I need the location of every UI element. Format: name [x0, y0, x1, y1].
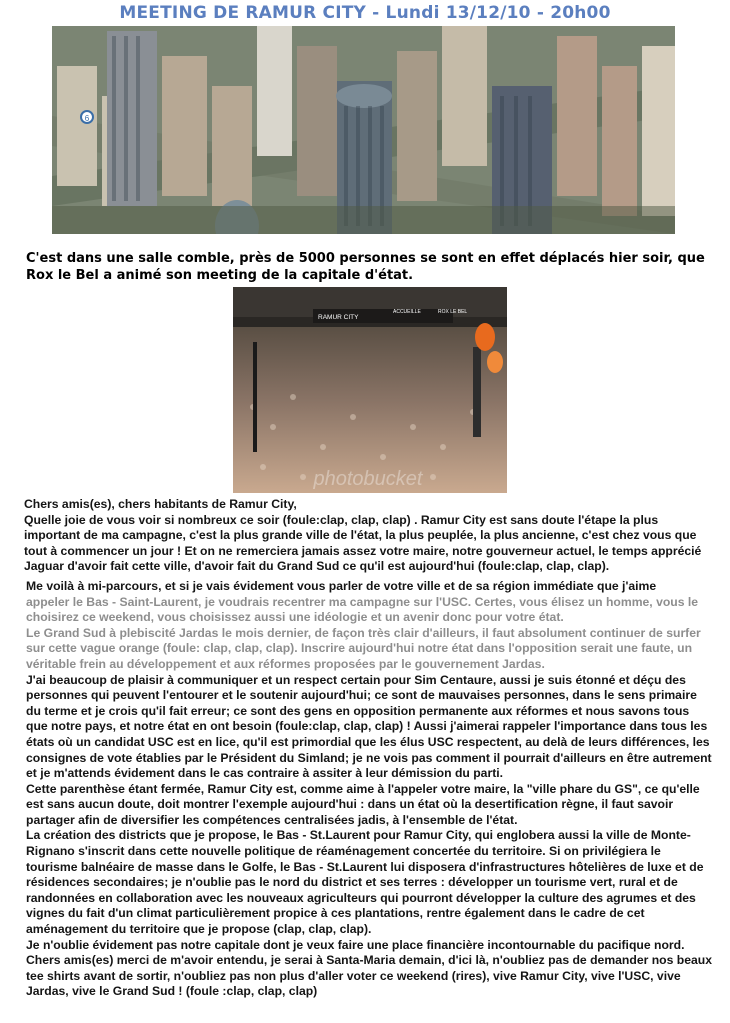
page-title: MEETING DE RAMUR CITY - Lundi 13/12/10 - 20h00 — [119, 3, 611, 23]
speech-paragraph: Quelle joie de vous voir si nombreux ce soir (foule:clap, clap, clap) . Ramur City est sans doute l'étape la plus important de ma campagne, c'est la plus grande ville de l'état, la plus peuplée, la plus ancienne, c'est chez vous que tout à commencer un jour ! Et on ne remerciera jamais assez votre maire, notre gouverneur actuel, le temps apprécié Jaguar d'avoir fait cette ville, d'avoir fait du Grand Sud ce qu'il est aujourd'hui (foule:clap, clap, clap). — [24, 512, 702, 574]
road-sign-number: 6 — [84, 114, 90, 123]
speech-paragraph: La création des districts que je propose, le Bas - St.Laurent pour Ramur City, qui englobera aussi la ville de Monte-Rignano s'inscrit dans cette nouvelle politique de réaménagement concertée du territoire. Si on privilégiera le tourisme balnéaire de masse dans le Golfe, le Bas - St.Laurent lui disposera d'infrastructures hôtelières de luxe et de résidences secondaires; je n'oublie pas le nord du district et ses terres : développer un tourisme vert, rural et de randonnées en collaboration avec les nouveaux agriculteurs qui pourront développer la culture des agrumes et des vignes du fait d'un climat particulièrement propice à ces plantations, rentre également dans le cadre de cet aménagement du territoire que je propose (clap, clap, clap). — [26, 828, 704, 937]
speech-paragraph: appeler le Bas - Saint-Laurent, je voudrais recentrer ma campagne sur l'USC. Certes, vous élisez un homme, vous le choisirez ce weekend, vous choisissez aussi une idéologie et un avenir donc pour votre état. — [26, 594, 699, 625]
speech-paragraph: Me voilà à mi-parcours, et si je vais évidement vous parler de votre ville et de sa région immédiate que j'aime — [26, 578, 657, 593]
speech-greeting: Chers amis(es), chers habitants de Ramur City, — [24, 497, 297, 511]
crowd-illustration — [233, 287, 507, 493]
lead-paragraph: C'est dans une salle comble, près de 5000 personnes se sont en effet déplacés hier soir, que Rox le Bel a animé son meeting de la capitale d'état. — [26, 251, 705, 283]
city-skyline-image — [52, 26, 675, 234]
speech-paragraph: Cette parenthèse étant fermée, Ramur City est, comme aime à l'appeler votre maire, la "ville phare du GS", ce qu'elle est sans aucun doute, doit montrer l'exemple aujourd'hui : dans un état où la desertification règne, il faut savoir partager afin de diversifier les compétences centralisées jadis, à l'ensemble de l'état. — [26, 781, 700, 827]
sign-accueille: ACCUEILLE — [393, 309, 421, 315]
speech-paragraph: Je n'oublie évidement pas notre capitale dont je veux faire une place financière incontournable du pacifique nord. — [26, 937, 685, 952]
speech-paragraph: J'ai beaucoup de plaisir à communiquer et un respect certain pour Sim Centaure, aussi je suis étonné et déçu des personnes qui peuvent l'entourer et le soutenir aujourd'hui; ce sont de mauvaises personnes, dans le sens primaire du terme et je crois qu'il fait erreur; ce sont des gens en opposition permanente aux réformes et nous savons tous que notre pays, et notre état en ont besoin (foule:clap, clap, clap) ! Aussi j'aimerai rappeler l'importance dans tous les états où un candidat USC est en lice, qu'il est primordial que les élus USC respectent, au delà de leurs différences, les consignes de vote établies par le Président du Simland; je ne vois pas comment il pourrait d'ailleurs en être autrement et je m'attends évidement dans le cas contraire à assiter à leur démission du parti. — [26, 672, 712, 781]
crowd-meeting-photo — [233, 287, 507, 493]
sign-ramur-city: RAMUR CITY — [318, 314, 359, 321]
sign-rox-le-bel: ROX LE BEL — [438, 309, 468, 315]
speech-text — [24, 497, 714, 1000]
photo-watermark: photobucket — [313, 468, 423, 490]
speech-paragraph: Le Grand Sud à plebiscité Jardas le mois dernier, de façon très clair d'ailleurs, il faut absolument continuer de surfer sur cette vague orange (foule: clap, clap, clap). Inscrire aujourd'hui notre état dans l'opposition serait une faute, un véritable frein au développement et aux réformes proposées par le gouvernement Jardas. — [26, 625, 701, 671]
speech-closing: Chers amis(es) merci de m'avoir entendu, je serai à Santa-Maria demain, d'ici là, n'oubliez pas de demander nos beaux tee shirts avant de sortir, n'oubliez pas non plus d'aller voter ce weekend (rires), vive Ramur City, vive l'USC, vive Jardas, vive le Grand Sud ! (foule :clap, clap, clap) — [26, 953, 713, 999]
skyline-illustration — [52, 26, 675, 234]
